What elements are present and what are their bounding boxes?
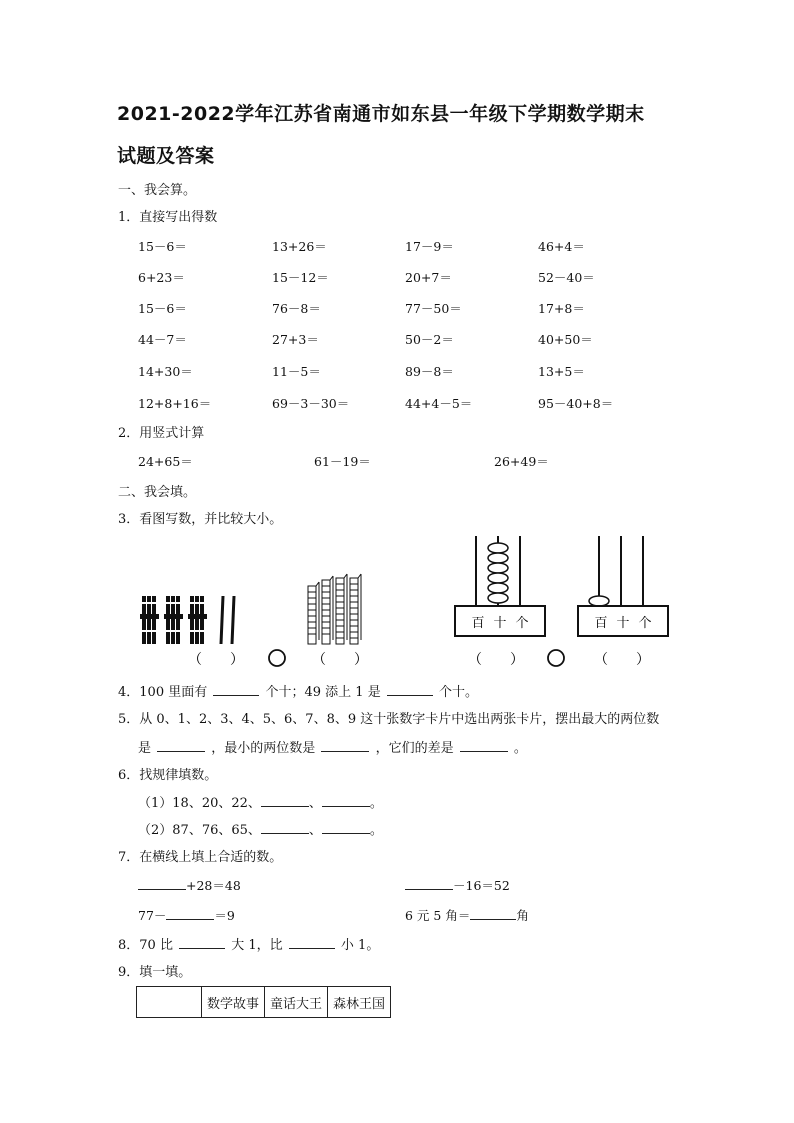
table-header-cell: 森林王国 xyxy=(328,987,391,1018)
q7-blank[interactable] xyxy=(166,907,214,920)
q6-blank[interactable] xyxy=(322,794,370,807)
q1-label: 1．直接写出得数 xyxy=(118,210,218,225)
q6-sequence: （2）87、76、65、 xyxy=(138,823,261,838)
q1-item: 89－8＝ xyxy=(405,364,454,379)
q6-sep: 、 xyxy=(308,823,322,838)
q7-label: 7．在横线上填上合适的数。 xyxy=(118,850,283,865)
place-label-ones: 个 xyxy=(515,616,529,631)
answer-paren: （ ） xyxy=(188,652,244,668)
answer-paren: （ ） xyxy=(594,652,650,668)
q1-item: 44－7＝ xyxy=(138,332,187,347)
q6-item-1 xyxy=(138,792,383,811)
q8-text: 8．70 比 xyxy=(118,938,173,953)
q3-figure xyxy=(130,534,670,674)
q1-item: 15－12＝ xyxy=(272,270,329,285)
q7-blank[interactable] xyxy=(470,907,516,920)
q2-item: 26+49＝ xyxy=(494,454,549,469)
q6-sep: 、 xyxy=(308,796,322,811)
cube-column xyxy=(322,576,333,644)
q1-item: 13+26＝ xyxy=(272,239,327,254)
q5-line1: 5．从 0、1、2、3、4、5、6、7、8、9 这十张数字卡片中选出两张卡片，摆出最大的两位数 xyxy=(118,712,660,727)
q5-blank[interactable] xyxy=(321,739,369,752)
q5-blank[interactable] xyxy=(460,739,508,752)
q7-blank[interactable] xyxy=(405,877,453,890)
q1-item: 95－40+8＝ xyxy=(538,396,614,411)
stick-bundle xyxy=(188,596,207,644)
abacus-right xyxy=(578,536,668,636)
q1-item: 52－40＝ xyxy=(538,270,595,285)
q4-text: 个十；49 添上 1 是 xyxy=(265,685,381,700)
stick-bundle xyxy=(164,596,183,644)
q1-item: 11－5＝ xyxy=(272,364,321,379)
q6-label: 6．找规律填数。 xyxy=(118,768,218,783)
q4-text: 个十。 xyxy=(439,685,479,700)
q1-item: 14+30＝ xyxy=(138,364,193,379)
q4-blank[interactable] xyxy=(213,683,259,696)
doc-title-line2: 试题及答案 xyxy=(117,145,215,167)
section-1-heading: 一、我会算。 xyxy=(118,183,197,198)
abacus-beads xyxy=(488,543,508,603)
place-label-ones: 个 xyxy=(638,616,652,631)
q6-end: 。 xyxy=(369,796,383,811)
q6-end: 。 xyxy=(369,823,383,838)
q1-item: 40+50＝ xyxy=(538,332,593,347)
q1-item: 27+3＝ xyxy=(272,332,319,347)
single-stick xyxy=(221,596,223,644)
answer-paren: （ ） xyxy=(468,652,524,668)
q5-text: 是 xyxy=(138,741,152,756)
table-header-cell: 童话大王 xyxy=(265,987,328,1018)
place-label-tens: 十 xyxy=(616,616,630,631)
cube-column xyxy=(350,574,361,644)
q5-text: ，最小的两位数是 xyxy=(211,741,316,756)
q9-label: 9．填一填。 xyxy=(118,965,192,980)
stick-bundle xyxy=(140,596,159,644)
q6-blank[interactable] xyxy=(261,821,309,834)
cube-columns xyxy=(308,574,361,644)
q5-text: ，它们的差是 xyxy=(375,741,454,756)
single-stick xyxy=(232,596,234,644)
q7-blank[interactable] xyxy=(138,877,186,890)
q8-blank[interactable] xyxy=(289,936,335,949)
compare-circle xyxy=(269,650,285,666)
doc-title-line1: 2021-2022学年江苏省南通市如东县一年级下学期数学期末 xyxy=(117,103,645,125)
q1-item: 46+4＝ xyxy=(538,239,585,254)
abacus-left xyxy=(455,536,545,636)
q6-blank[interactable] xyxy=(322,821,370,834)
q2-item: 24+65＝ xyxy=(138,454,193,469)
q1-item: 44+4－5＝ xyxy=(405,396,473,411)
q7-text: ＝9 xyxy=(214,908,235,923)
q1-item: 69－3－30＝ xyxy=(272,396,350,411)
stick-bundle-group xyxy=(140,596,234,644)
q1-item: 6+23＝ xyxy=(138,270,185,285)
q1-item: 12+8+16＝ xyxy=(138,396,212,411)
q6-sequence: （1）18、20、22、 xyxy=(138,796,261,811)
q5-line2 xyxy=(138,737,527,756)
q7-item-c xyxy=(138,906,235,924)
q2-label: 2．用竖式计算 xyxy=(118,426,205,441)
q7-item-d xyxy=(405,906,529,924)
q1-item: 15－6＝ xyxy=(138,301,187,316)
q4-blank[interactable] xyxy=(387,683,433,696)
q6-item-2 xyxy=(138,819,383,838)
section-2-heading: 二、我会填。 xyxy=(118,485,197,500)
q7-text: 6 元 5 角＝ xyxy=(405,908,471,923)
q4-line xyxy=(118,681,478,700)
q7-text: 角 xyxy=(516,908,529,923)
q1-item: 13+5＝ xyxy=(538,364,585,379)
q1-item: 15－6＝ xyxy=(138,239,187,254)
place-label-hundreds: 百 xyxy=(471,616,485,631)
q1-item: 76－8＝ xyxy=(272,301,321,316)
cube-column xyxy=(308,582,319,644)
table-cell xyxy=(137,987,202,1018)
q7-item-b xyxy=(405,876,510,894)
q7-text: －16＝52 xyxy=(453,878,510,893)
q6-blank[interactable] xyxy=(261,794,309,807)
answer-paren: （ ） xyxy=(312,652,368,668)
q1-item: 50－2＝ xyxy=(405,332,454,347)
table-header-cell: 数学故事 xyxy=(202,987,265,1018)
q9-table xyxy=(136,986,391,1018)
q7-text: 77－ xyxy=(138,908,167,923)
q7-text: +28＝48 xyxy=(186,878,241,893)
q1-item: 17+8＝ xyxy=(538,301,585,316)
q1-item: 20+7＝ xyxy=(405,270,452,285)
place-label-tens: 十 xyxy=(493,616,507,631)
q8-blank[interactable] xyxy=(179,936,225,949)
q3-label: 3．看图写数，并比较大小。 xyxy=(118,512,283,527)
abacus-bead xyxy=(589,596,609,606)
q8-line xyxy=(118,934,379,953)
table-row xyxy=(137,987,391,1018)
place-label-hundreds: 百 xyxy=(594,616,608,631)
q2-item: 61－19＝ xyxy=(314,454,371,469)
q5-blank[interactable] xyxy=(157,739,205,752)
q8-text: 小 1。 xyxy=(340,938,380,953)
q1-item: 77－50＝ xyxy=(405,301,462,316)
q4-text: 4．100 里面有 xyxy=(118,685,208,700)
compare-circle xyxy=(548,650,564,666)
q1-item: 17－9＝ xyxy=(405,239,454,254)
q7-item-a xyxy=(138,876,241,894)
q8-text: 大 1，比 xyxy=(231,938,283,953)
cube-column xyxy=(336,574,347,644)
q5-text: 。 xyxy=(513,741,527,756)
